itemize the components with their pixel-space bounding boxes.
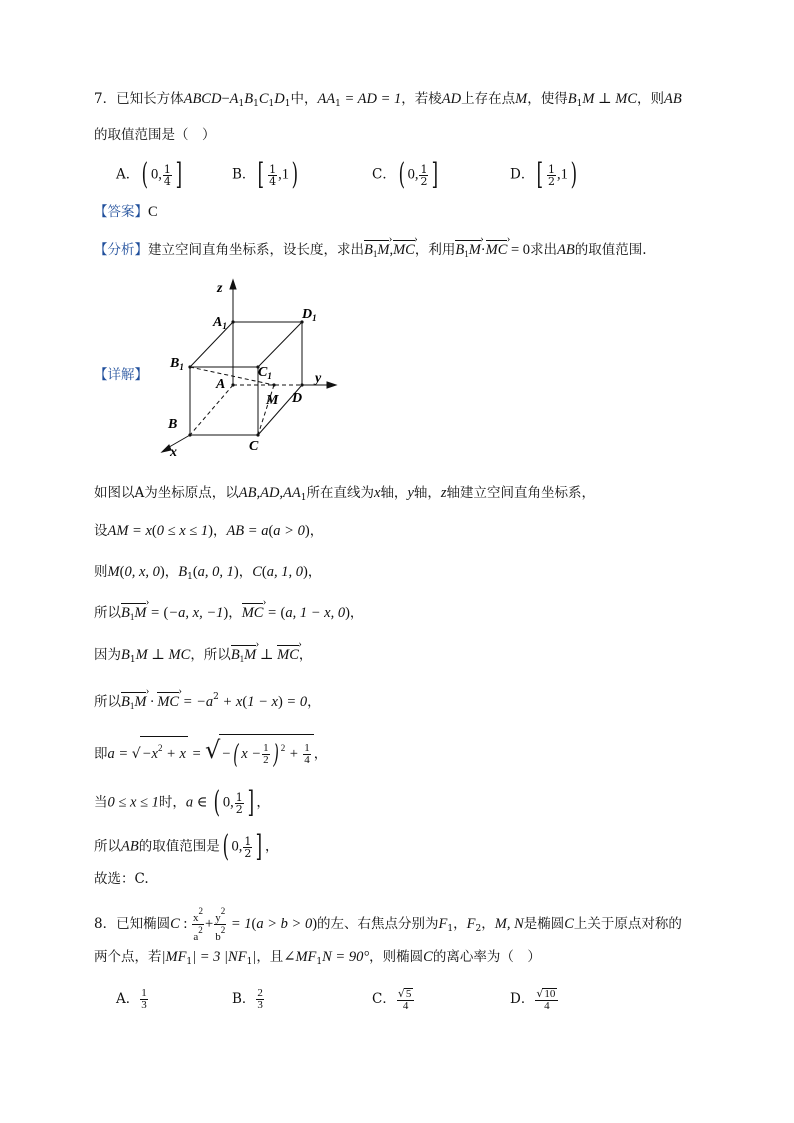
q7-stem-line2: 的取值范围是（ ） — [94, 127, 216, 143]
label-c: C — [249, 439, 259, 454]
solution-line-3: 则M(0, x, 0)，$B_1(a$, 0, 1)，C(a, 1, 0)， — [94, 564, 322, 582]
fraction: $\frac{1}{2}$ — [548, 162, 556, 188]
vector-b1m: $B_1M$ › — [121, 602, 146, 628]
vector-b1m: $B_1M$ › — [455, 239, 480, 265]
label-d: D — [292, 391, 303, 406]
q8-option-b[interactable]: B． $\frac{2}{3}$ — [232, 987, 263, 1011]
label-b1: $B_1$ — [170, 356, 184, 372]
vector-mc: MC › — [277, 644, 299, 666]
vector-mc: MC › — [242, 602, 264, 624]
label-z: z — [217, 281, 223, 296]
analysis-tag: 【分析】 — [94, 242, 148, 258]
q7-number: 7． — [94, 91, 117, 107]
vector-b1m: $B_1M$ › — [121, 691, 146, 717]
answer-tag: 【答案】 — [94, 204, 148, 220]
solution-line-9: 所以AB的取值范围是( 0, $\frac{1}{2}$ ] ， — [94, 829, 279, 864]
q7-analysis: 【分析】建立空间直角坐标系，设长度，求出$B_1M$ ›,MC ›，利用$B_1M$ ›·MC › = 0求出AB的取值范围. — [94, 239, 647, 265]
q7-option-a[interactable]: A．( 0, $\frac{1}{4}$ ] — [116, 157, 182, 192]
label-x: x — [170, 445, 177, 458]
label-a1: $A_1$ — [213, 315, 227, 331]
vector-b1m: $B_1M$ › — [364, 239, 389, 265]
fraction: $\frac{1}{4}$ — [269, 162, 277, 188]
q8-option-d[interactable]: D． $\frac{√10}{4}$ — [510, 987, 559, 1012]
solution-line-10: 故选：C. — [94, 871, 149, 887]
solution-line-8: 当0 ≤ x ≤ 1时，a ∈ ( 0, $\frac{1}{2}$ ] ， — [94, 785, 270, 820]
label-m: M — [266, 393, 279, 408]
q7-stem-line1: 7．已知长方体$ABCD-A_1B_1C_1D_1$中，$AA_1$ = AD = 1，若棱AD上存在点M，使得$B_1M$ ⊥ MC，则AB — [94, 91, 682, 109]
label-d1: $D_1$ — [302, 307, 317, 323]
label-a: A — [216, 377, 226, 392]
z-axis-arrow — [230, 280, 236, 289]
q8-stem-line1: 8．已知椭圆C : $\frac{x^2}{a^2}$ + $\frac{y^2}{b^2}$ = 1(a > b > 0)的左、右焦点分别为$F_1$，$F_2$，M, N是椭圆C上关于原点对称的 — [94, 906, 682, 943]
solution-line-4: 所以$B_1M$ › = (−a, x, −1)，MC › = (a, 1 − x, 0)， — [94, 602, 363, 628]
fraction: $\frac{1}{4}$ — [163, 162, 171, 188]
cuboid-figure — [160, 278, 350, 458]
q8-option-a[interactable]: A． $\frac{1}{3}$ — [116, 987, 147, 1011]
q7-option-b[interactable]: B．[ $\frac{1}{4}$ ,1) — [232, 157, 299, 192]
vector-mc: MC › — [157, 691, 179, 713]
vector-b1m: $B_1M$ › — [231, 644, 256, 670]
label-b: B — [168, 417, 178, 432]
q8-stem-line2: 两个点，若$|MF_1| = 3$ $|NF_1|$，且$\angle MF_1N = 90^\circ$，则椭圆C的离心率为（ ） — [94, 949, 541, 967]
q7-detail-tag: 【详解】 — [94, 367, 148, 383]
solution-line-5: 因为$B_1M$ ⊥ MC，所以$B_1M$ › ⊥ MC ›， — [94, 644, 312, 671]
solution-line-6: 所以$B_1M$ › · MC › = $-a^2 + x(1 - x) = 0$， — [94, 686, 321, 717]
y-axis-arrow — [327, 382, 336, 388]
vector-mc: MC › — [393, 239, 415, 261]
q7-option-d[interactable]: D．[ $\frac{1}{2}$ ,1) — [510, 157, 578, 192]
q8-option-c[interactable]: C． $\frac{√5}{4}$ — [372, 987, 415, 1012]
solution-line-1: 如图以A为坐标原点，以$AB,AD,AA_1$所在直线为x轴，y轴，z轴建立空间直角坐标系， — [94, 485, 596, 503]
q8-number: 8． — [94, 916, 117, 932]
label-y: y — [315, 371, 322, 386]
fraction: $\frac{1}{2}$ — [420, 162, 428, 188]
solution-line-7: 即$a = √-x^2 + x$ = √−( x − $\frac{1}{2}$ ) $^2$ + $\frac{1}{4}$ ， — [94, 736, 328, 770]
q7-option-c[interactable]: C．( 0, $\frac{1}{2}$ ] — [372, 157, 439, 192]
solution-line-2: 设AM = x(0 ≤ x ≤ 1)，AB = a(a > 0)， — [94, 523, 324, 539]
q7-answer: 【答案】C — [94, 204, 158, 220]
label-c1: $C_1$ — [258, 365, 272, 381]
vector-mc: MC › — [486, 239, 508, 261]
